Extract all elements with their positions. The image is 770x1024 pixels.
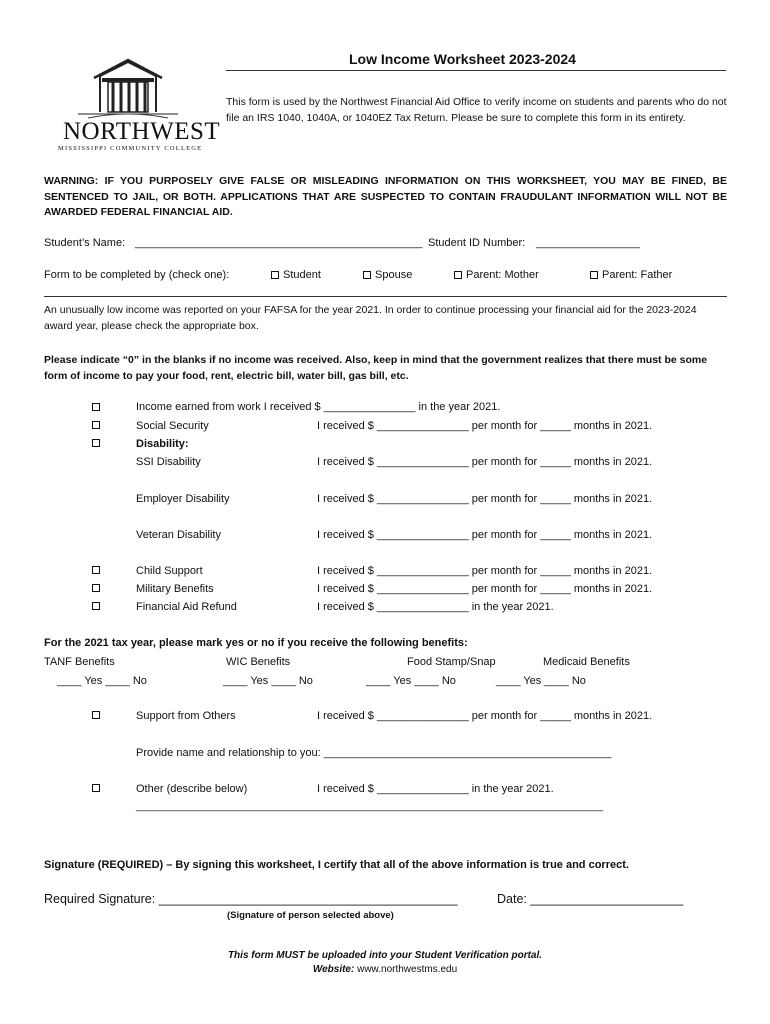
checkbox-finaid[interactable]	[92, 602, 100, 610]
finaid-label: Financial Aid Refund	[136, 601, 237, 613]
benefit-snap: Food Stamp/Snap	[407, 656, 496, 668]
upload-instruction: This form MUST be uploaded into your Student Verification portal.	[227, 950, 543, 961]
checkbox[interactable]	[590, 271, 598, 279]
tanf-yes-no[interactable]: ____ Yes ____ No	[57, 675, 147, 687]
other-label: Other (describe below)	[136, 783, 248, 795]
veteran-disability-label: Veteran Disability	[136, 529, 221, 541]
checkbox-support[interactable]	[92, 711, 100, 719]
option-parent-father[interactable]: Parent: Father	[590, 269, 672, 281]
student-id-field[interactable]: _________________	[536, 237, 641, 249]
other-amount: I received $ _______________ in the year 2021.	[317, 783, 554, 795]
warning-text: WARNING: IF YOU PURPOSELY GIVE FALSE OR MISLEADING INFORMATION ON THIS WORKSHEET, YOU MAY BE FINED, BE SENTENCED TO JAIL, OR BOTH. APPLICATIONS THAT ARE SUSPECTED TO CONTAIN FRAUDULANT INFORMATION WILL NOT BE AWARDED FEDERAL FINANCIAL AID.	[44, 175, 727, 218]
instructions-text: Please indicate “0” in the blanks if no income was received. Also, keep in mind that the government realizes that there must be some form of income to pay your food, rent, electric bill, water bill, gas bill, etc.	[44, 354, 708, 382]
checkbox-military[interactable]	[92, 584, 100, 592]
website-link[interactable]: www.northwestms.edu	[357, 964, 458, 975]
signature-note: (Signature of person selected above)	[227, 910, 394, 921]
benefit-tanf: TANF Benefits	[44, 656, 115, 668]
support-label: Support from Others	[136, 710, 236, 722]
checkbox-child-support[interactable]	[92, 566, 100, 574]
title-rule	[226, 70, 726, 71]
notice-text: An unusually low income was reported on your FAFSA for the year 2021. In order to continue processing your financial aid for the 2023-2024 award year, please check the appropriate box.	[44, 304, 697, 332]
website-line	[0, 964, 770, 975]
benefit-wic: WIC Benefits	[226, 656, 291, 668]
military-amount: I received $ _______________ per month for _____ months in 2021.	[317, 583, 653, 595]
signature-statement: Signature (REQUIRED) – By signing this worksheet, I certify that all of the above information is true and correct.	[44, 859, 629, 871]
student-id-label: Student ID Number:	[428, 237, 526, 249]
college-logo	[58, 52, 221, 152]
income-work-line: Income earned from work I received $ _______________ in the year 2021.	[136, 401, 501, 413]
logo-name: NORTHWEST	[63, 118, 221, 145]
social-security-label: Social Security	[136, 420, 209, 432]
option-parent-mother[interactable]: Parent: Mother	[454, 269, 539, 281]
student-name-label: Student’s Name:	[44, 237, 126, 249]
benefits-heading: For the 2021 tax year, please mark yes or no if you receive the following benefits:	[44, 637, 468, 649]
option-student[interactable]: Student	[271, 269, 321, 281]
building-icon	[58, 52, 198, 124]
checkbox-disability[interactable]	[92, 439, 100, 447]
option-spouse[interactable]: Spouse	[363, 269, 412, 281]
military-label: Military Benefits	[136, 583, 214, 595]
completed-by-label: Form to be completed by (check one):	[44, 269, 230, 281]
support-provide-line: Provide name and relationship to you: _______________________________________________	[136, 747, 612, 759]
social-security-amount: I received $ _______________ per month for _____ months in 2021.	[317, 420, 653, 432]
other-description-line[interactable]: ____________________________________________________________________________________	[136, 801, 604, 812]
child-support-amount: I received $ _______________ per month for _____ months in 2021.	[317, 565, 653, 577]
checkbox[interactable]	[454, 271, 462, 279]
section-rule	[44, 296, 727, 297]
disability-label: Disability:	[136, 438, 189, 450]
veteran-disability-amount: I received $ _______________ per month for _____ months in 2021.	[317, 529, 653, 541]
child-support-label: Child Support	[136, 565, 203, 577]
checkbox-work[interactable]	[92, 403, 100, 411]
employer-disability-amount: I received $ _______________ per month for _____ months in 2021.	[317, 493, 653, 505]
logo-subtitle: MISSISSIPPI COMMUNITY COLLEGE	[58, 145, 203, 152]
medicaid-yes-no[interactable]: ____ Yes ____ No	[496, 675, 586, 687]
website-label: Website:	[312, 964, 355, 975]
checkbox-social-security[interactable]	[92, 421, 100, 429]
ssi-amount: I received $ _______________ per month for _____ months in 2021.	[317, 456, 653, 468]
wic-yes-no[interactable]: ____ Yes ____ No	[223, 675, 313, 687]
employer-disability-label: Employer Disability	[136, 493, 230, 505]
checkbox-other[interactable]	[92, 784, 100, 792]
date-field[interactable]: Date: ______________________	[497, 892, 684, 906]
support-amount: I received $ _______________ per month for _____ months in 2021.	[317, 710, 653, 722]
ssi-label: SSI Disability	[136, 456, 201, 468]
snap-yes-no[interactable]: ____ Yes ____ No	[366, 675, 456, 687]
page-title: Low Income Worksheet 2023-2024	[349, 51, 576, 67]
checkbox[interactable]	[363, 271, 371, 279]
benefit-medicaid: Medicaid Benefits	[543, 656, 630, 668]
signature-field[interactable]: Required Signature: ___________________________________________	[44, 892, 458, 906]
intro-text: This form is used by the Northwest Financial Aid Office to verify income on students and parents who do not file an IRS 1040, 1040A, or 1040EZ Tax Return. Please be sure to complete this form in its entirety.	[226, 96, 727, 124]
student-name-field[interactable]: _______________________________________________	[135, 237, 423, 249]
checkbox[interactable]	[271, 271, 279, 279]
finaid-amount: I received $ _______________ in the year 2021.	[317, 601, 554, 613]
